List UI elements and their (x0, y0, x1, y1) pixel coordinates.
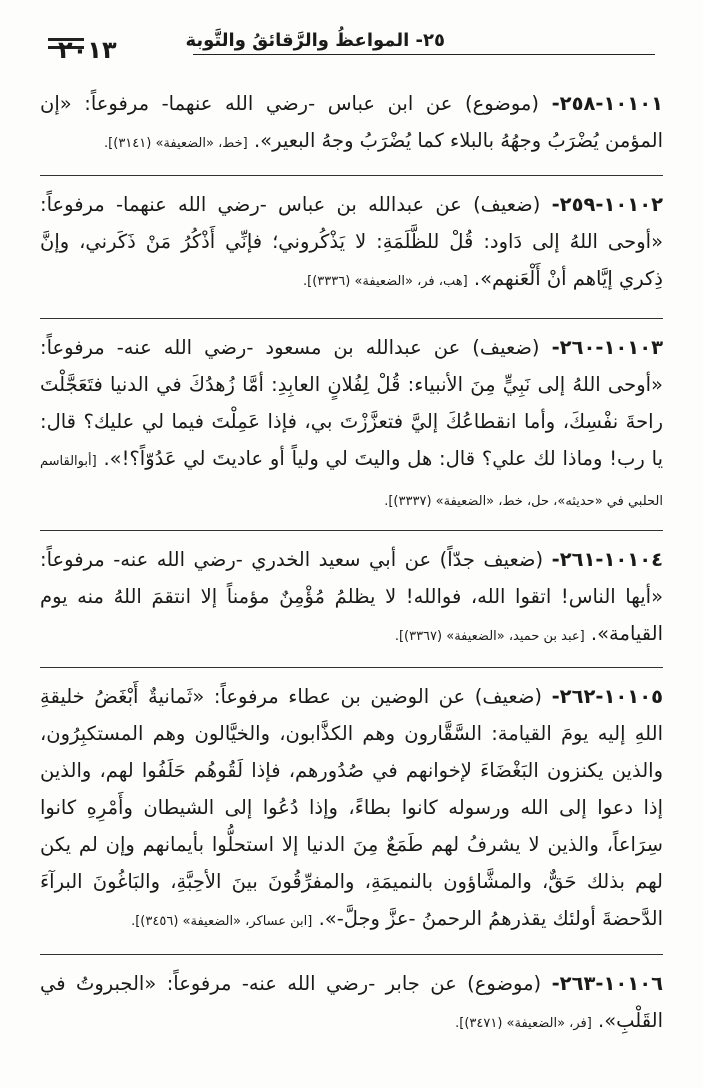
entry-divider (40, 667, 663, 668)
entry-reference: [أبوالقاسم الحلبي في «حديثه»، حل، خط، «الضعيفة» (٣٣٣٧)]. (40, 454, 663, 509)
entry-divider (40, 318, 663, 319)
entry-text: (ضعيف) عن عبدالله بن عباس -رضي الله عنهما- مرفوعاً: «أوحى اللهُ إلى دَاود: قُلْ للظَّلَمَةِ: لا يَذْكُروني؛ فإنِّي أَذْكُرُ مَنْ ذَكَرني، وإنَّ ذِكري إيَّاهم أنْ أَلْعَنهم». (40, 193, 663, 290)
entry-reference: [فر، «الضعيفة» (٣٤٧١)]. (455, 1016, 592, 1031)
entry-text: (ضعيف) عن الوضين بن عطاء مرفوعاً: «ثَمانيةٌ أَبْغَضُ خليقةِ اللهِ إليه يومَ القيامة: السَّقَّارون وهم الكذَّابون، والخيَّالون وهم المستكبِرُون، والذين يكنزون البَغْضَاءَ لإخوانهم في صُدُورهم، فإذا لَقُوهُم حَلَفُوا لهم، والذين إذا دعوا إلى الله ورسوله كانوا بطاءً، وإذا دُعُوا إلى الشيطان وأَمْرِهِ كانوا سِرَاعاً، والذين لا يشرفُ لهم طَمَعٌ مِنَ الدنيا إلا استحلُّوا بأيمانهم وإن لم يكن لهم بذلك حَقٌّ، والمشَّاؤون بالنميمَةِ، والمفرِّقُونَ بينَ الأحِبَّةِ، والبَاغُونَ البرآءَ الدَّحضةَ أولئك يقذرهمُ الرحمنُ -عزَّ وجلَّ-». (40, 685, 663, 930)
page-number: ٢٠١٣ (58, 36, 117, 64)
entry-reference: [ابن عساكر، «الضعيفة» (٣٤٥٦)]. (131, 914, 313, 929)
entry-number: ١٠١٠٤-٢٦١- (551, 548, 664, 571)
entry-reference: [هب، فر، «الضعيفة» (٣٣٣٦)]. (303, 274, 468, 289)
hadith-entry (40, 965, 663, 1055)
entry-number: ١٠١٠٢-٢٥٩- (551, 193, 663, 216)
header-rule (193, 54, 655, 55)
entry-divider (40, 954, 663, 955)
entry-reference: [خط، «الضعيفة» (٣١٤١)]. (104, 136, 248, 151)
page-content (40, 85, 663, 1055)
hadith-entry (40, 186, 663, 312)
hadith-entry (40, 85, 663, 169)
entry-divider (40, 530, 663, 531)
entry-number: ١٠١٠٥-٢٦٢- (551, 685, 663, 708)
entry-text: (ضعيف) عن عبدالله بن مسعود -رضي الله عنه- مرفوعاً: «أوحى اللهُ إلى نَبِيٍّ مِنَ الأنبياء: قُلْ لِفُلانٍ العابِدِ: أمَّا زُهدُكَ في الدنيا فتَعَجَّلْتَ راحةَ نفْسِكَ، وأما انقطاعُكَ إليَّ فتعزَّزْتَ بي، فإذا عَمِلْتَ فيما لي عليك؟ قال: يا رب! وماذا لك علي؟ قال: هل واليتَ لي ولياً أو عاديتَ لي عَدُوّاً؟!». (40, 336, 663, 470)
entry-number: ١٠١٠٣-٢٦٠- (551, 336, 663, 359)
chapter-title: ٢٥- المواعظُ والرَّقائقُ والتَّوبة (185, 30, 445, 51)
hadith-entry (40, 329, 663, 524)
page-header (48, 30, 655, 64)
entry-text: (موضوع) عن ابن عباس -رضي الله عنهما- مرفوعاً: «إن المؤمن يُضْرَبُ وجهُهُ بالبلاء كما يُضْرَبُ وجهُ البعير». (40, 92, 663, 152)
entry-divider (40, 175, 663, 176)
hadith-entry (40, 541, 663, 661)
entry-reference: [عبد بن حميد، «الضعيفة» (٣٣٦٧)]. (394, 629, 585, 644)
entry-text: (موضوع) عن جابر -رضي الله عنه- مرفوعاً: «الجبروتُ في القَلْبِ». (40, 972, 663, 1032)
hadith-entry (40, 678, 663, 948)
entry-number: ١٠١٠٦-٢٦٣- (551, 972, 663, 995)
entry-text: (ضعيف جدّاً) عن أبي سعيد الخدري -رضي الله عنه- مرفوعاً: «أيها الناس! اتقوا الله، فوالله! لا يظلمُ مُؤْمِنٌ مؤمناً إلا انتقمَ اللهُ منه يوم القيامة». (40, 548, 663, 645)
entry-number: ١٠١٠١-٢٥٨- (551, 92, 663, 115)
